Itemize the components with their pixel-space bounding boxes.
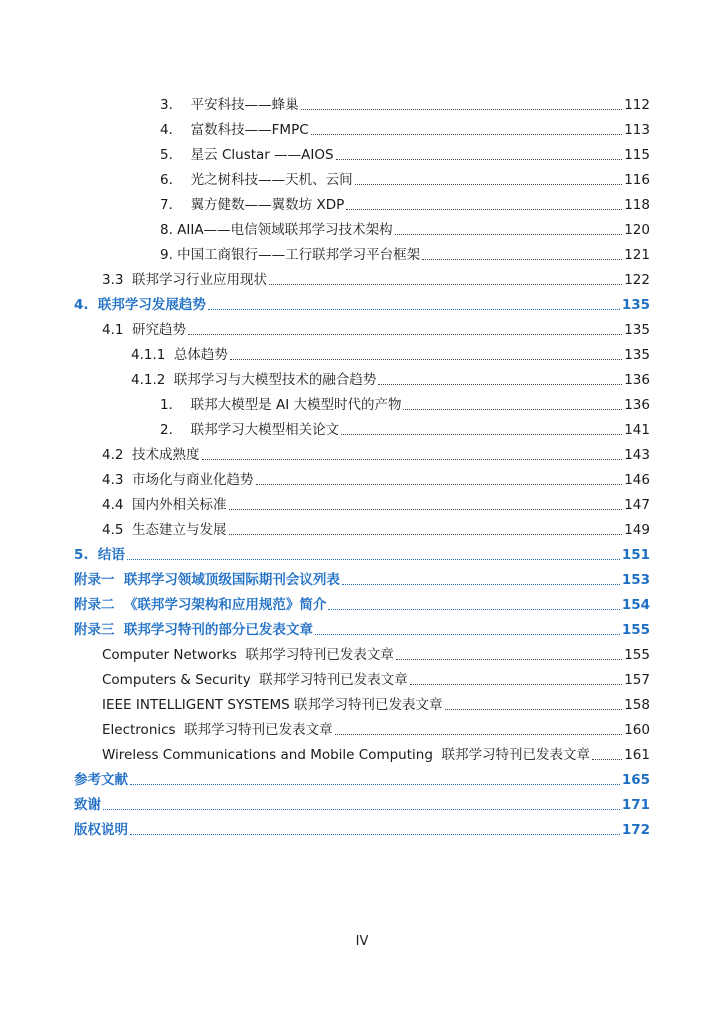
toc-entry-title: 6． 光之树科技——天机、云间 xyxy=(160,172,353,188)
dot-leader xyxy=(130,834,620,835)
toc-entry-title: 7． 翼方健数——翼数坊 XDP xyxy=(160,197,345,213)
toc-entry[interactable] xyxy=(0,116,724,141)
toc-entry-title: 4.4 国内外相关标准 xyxy=(102,497,227,513)
dot-leader xyxy=(328,609,619,610)
toc-entry-page-number: 172 xyxy=(621,822,650,838)
toc-entry[interactable] xyxy=(0,541,724,566)
dot-leader xyxy=(410,684,622,685)
toc-entry-title: 致谢 xyxy=(74,797,101,813)
dot-leader xyxy=(341,434,622,435)
dot-leader xyxy=(346,209,622,210)
toc-entry-page-number: 122 xyxy=(624,272,650,288)
toc-entry-page-number: 149 xyxy=(624,522,650,538)
toc-entry-title: 5. 结语 xyxy=(74,547,125,563)
toc-entry-page-number: 147 xyxy=(624,497,650,513)
dot-leader xyxy=(396,659,622,660)
toc-entry[interactable] xyxy=(0,341,724,366)
page-number-footer: IV xyxy=(355,934,369,949)
dot-leader xyxy=(311,134,623,135)
toc-entry-page-number: 135 xyxy=(624,322,650,338)
toc-entry[interactable] xyxy=(0,716,724,741)
toc-entry[interactable] xyxy=(0,141,724,166)
toc-entry-title: 版权说明 xyxy=(74,822,128,838)
toc-entry-title: IEEE INTELLIGENT SYSTEMS 联邦学习特刊已发表文章 xyxy=(102,697,443,713)
toc-entry-title: Computer Networks 联邦学习特刊已发表文章 xyxy=(102,647,394,663)
toc-entry[interactable] xyxy=(0,241,724,266)
toc-entry[interactable] xyxy=(0,566,724,591)
toc-entry-title: 4.3 市场化与商业化趋势 xyxy=(102,472,254,488)
toc-entry-page-number: 136 xyxy=(624,397,650,413)
toc-entry-title: 5． 星云 Clustar ——AIOS xyxy=(160,147,334,163)
toc-entry-title: 参考文献 xyxy=(74,772,128,788)
toc-entry-page-number: 160 xyxy=(624,722,650,738)
toc-entry-page-number: 136 xyxy=(624,372,650,388)
toc-entry-page-number: 146 xyxy=(624,472,650,488)
toc-entry[interactable] xyxy=(0,391,724,416)
toc-entry[interactable] xyxy=(0,441,724,466)
toc-entry-page-number: 116 xyxy=(624,172,650,188)
toc-entry-title: 9. 中国工商银行——工行联邦学习平台框架 xyxy=(160,247,421,263)
toc-entry-page-number: 161 xyxy=(624,747,650,763)
dot-leader xyxy=(403,409,622,410)
dot-leader xyxy=(188,334,622,335)
toc-entry-title: 附录三 联邦学习特刊的部分已发表文章 xyxy=(74,622,313,638)
toc-entry-title: 附录一 联邦学习领域顶级国际期刊会议列表 xyxy=(74,572,340,588)
toc-entry-page-number: 157 xyxy=(624,672,650,688)
dot-leader xyxy=(395,234,623,235)
toc-entry-title: 附录二 《联邦学习架构和应用规范》简介 xyxy=(74,597,327,613)
dot-leader xyxy=(202,459,623,460)
dot-leader xyxy=(229,534,623,535)
dot-leader xyxy=(378,384,622,385)
toc-entry-title: 4.1.1 总体趋势 xyxy=(131,347,228,363)
dot-leader xyxy=(342,584,620,585)
toc-entry-page-number: 153 xyxy=(621,572,650,588)
toc-entry-title: 4.5 生态建立与发展 xyxy=(102,522,227,538)
toc-entry-title: 4.1 研究趋势 xyxy=(102,322,187,338)
toc-entry-page-number: 121 xyxy=(624,247,650,263)
toc-entry[interactable] xyxy=(0,641,724,666)
dot-leader xyxy=(335,734,623,735)
toc-entry[interactable] xyxy=(0,666,724,691)
toc-entry-title: 8. AIIA——电信领域联邦学习技术架构 xyxy=(160,222,393,238)
toc-entry[interactable] xyxy=(0,266,724,291)
toc-entry[interactable] xyxy=(0,491,724,516)
toc-entry-title: 3.3 联邦学习行业应用现状 xyxy=(102,272,268,288)
toc-entry-title: 4.1.2 联邦学习与大模型技术的融合趋势 xyxy=(131,372,377,388)
toc-entry-page-number: 155 xyxy=(624,647,650,663)
toc-entry-page-number: 151 xyxy=(621,547,650,563)
toc-entry[interactable] xyxy=(0,466,724,491)
toc-entry-title: 1． 联邦大模型是 AI 大模型时代的产物 xyxy=(160,397,402,413)
toc-entry-page-number: 141 xyxy=(624,422,650,438)
toc-entry-page-number: 158 xyxy=(624,697,650,713)
toc-entry-page-number: 171 xyxy=(621,797,650,813)
toc-entry-page-number: 112 xyxy=(624,97,650,113)
toc-entry[interactable] xyxy=(0,741,724,766)
toc-entry[interactable] xyxy=(0,816,724,841)
toc-entry-page-number: 154 xyxy=(621,597,650,613)
dot-leader xyxy=(269,284,622,285)
toc-entry[interactable] xyxy=(0,191,724,216)
dot-leader xyxy=(127,559,620,560)
toc-entry-page-number: 155 xyxy=(621,622,650,638)
toc-entry-title: Electronics 联邦学习特刊已发表文章 xyxy=(102,722,333,738)
toc-entry-title: 4． 富数科技——FMPC xyxy=(160,122,309,138)
dot-leader xyxy=(130,784,620,785)
toc-entry-title: 3． 平安科技——蜂巢 xyxy=(160,97,299,113)
dot-leader xyxy=(336,159,623,160)
dot-leader xyxy=(592,759,622,760)
toc-entry-page-number: 165 xyxy=(621,772,650,788)
toc-entry[interactable] xyxy=(0,616,724,641)
toc-entry-title: Computers & Security 联邦学习特刊已发表文章 xyxy=(102,672,408,688)
dot-leader xyxy=(301,109,623,110)
toc-entry-title: 4.2 技术成熟度 xyxy=(102,447,200,463)
toc-entry-page-number: 113 xyxy=(624,122,650,138)
dot-leader xyxy=(229,509,623,510)
dot-leader xyxy=(445,709,623,710)
toc-entry-title: 2． 联邦学习大模型相关论文 xyxy=(160,422,340,438)
toc-entry[interactable] xyxy=(0,791,724,816)
toc-entry-page-number: 120 xyxy=(624,222,650,238)
toc-entry[interactable] xyxy=(0,91,724,116)
toc-entry-page-number: 143 xyxy=(624,447,650,463)
toc-entry[interactable] xyxy=(0,591,724,616)
toc-entry-page-number: 115 xyxy=(624,147,650,163)
dot-leader xyxy=(208,309,620,310)
toc-entry[interactable] xyxy=(0,516,724,541)
dot-leader xyxy=(256,484,623,485)
toc-entry[interactable] xyxy=(0,691,724,716)
toc-entry[interactable] xyxy=(0,416,724,441)
toc-entry[interactable] xyxy=(0,291,724,316)
toc-entry-title: 4. 联邦学习发展趋势 xyxy=(74,297,206,313)
toc-entry-page-number: 135 xyxy=(624,347,650,363)
toc-entry-page-number: 118 xyxy=(624,197,650,213)
dot-leader xyxy=(422,259,622,260)
dot-leader xyxy=(355,184,623,185)
dot-leader xyxy=(230,359,622,360)
toc-entry[interactable] xyxy=(0,766,724,791)
toc-entry[interactable] xyxy=(0,316,724,341)
toc-entry[interactable] xyxy=(0,216,724,241)
toc-entry-page-number: 135 xyxy=(621,297,650,313)
toc-entry-title: Wireless Communications and Mobile Computing 联邦学习特刊已发表文章 xyxy=(102,747,590,763)
toc-entry[interactable] xyxy=(0,166,724,191)
dot-leader xyxy=(315,634,620,635)
toc-entry[interactable] xyxy=(0,366,724,391)
dot-leader xyxy=(103,809,620,810)
